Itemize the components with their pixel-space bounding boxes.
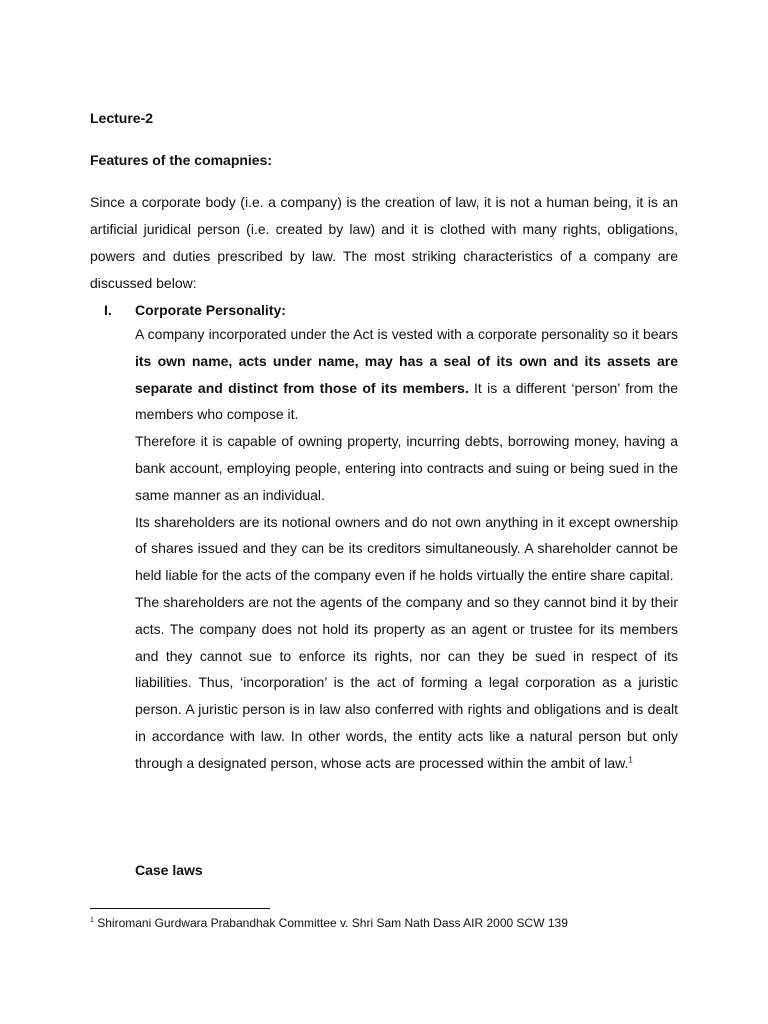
paragraph-2: Therefore it is capable of owning property, incurring debts, borrowing money, having a bank account, employing people, entering into contracts and suing or being sued in the same manner as an individual.	[135, 433, 678, 503]
features-heading: Features of the comapnies:	[90, 152, 273, 168]
lecture-title: Lecture-2	[90, 110, 154, 126]
section-title: Corporate Personality:	[135, 302, 286, 318]
paragraph-1-start: A company incorporated under the Act is vested with a corporate personality so it bears	[135, 326, 678, 342]
intro-paragraph: Since a corporate body (i.e. a company) is the creation of law, it is not a human being, it is an artificial juridical person (i.e. created by law) and it is clothed with many rights, obligations, powers and duties prescribed by law. The most striking characteristics of a company are discussed below:	[90, 194, 678, 291]
case-laws-heading: Case laws	[135, 862, 203, 878]
paragraph-1-bold: its own name, acts under name, may has a seal of its own and its assets are separate and distinct from those of its members.	[135, 352, 678, 396]
section-number: I.	[104, 302, 112, 318]
paragraph-1-end: It is a different ‘person’ from the members who compose it.	[135, 379, 678, 423]
footnote	[90, 915, 568, 931]
footnote-divider	[90, 908, 270, 909]
footnote-marker: 1	[90, 917, 94, 924]
paragraph-4	[135, 589, 678, 777]
footnote-reference[interactable]: 1	[628, 755, 633, 765]
paragraph-4-text: The shareholders are not the agents of the company and so they cannot bind it by their acts. The company does not hold its property as an agent or trustee for its members and they cannot sue to enforce its rights, nor can they be sued in respect of its liabilities. Thus, ‘incorporation’ is the act of forming a legal corporation as a juristic person. A juristic person is in law also conferred with rights and obligations and is dealt in accordance with law. In other words, the entity acts like a natural person but only through a designated person, whose acts are processed within the ambit of law.	[135, 593, 678, 771]
section-body	[135, 321, 678, 777]
paragraph-1	[135, 321, 678, 428]
paragraph-3: Its shareholders are its notional owners and do not own anything in it except ownership of shares issued and they can be its creditors simultaneously. A shareholder cannot be held liable for the acts of the company even if he holds virtually the entire share capital.	[135, 513, 678, 584]
footnote-text: Shiromani Gurdwara Prabandhak Committee v. Shri Sam Nath Dass AIR 2000 SCW 139	[93, 916, 568, 930]
